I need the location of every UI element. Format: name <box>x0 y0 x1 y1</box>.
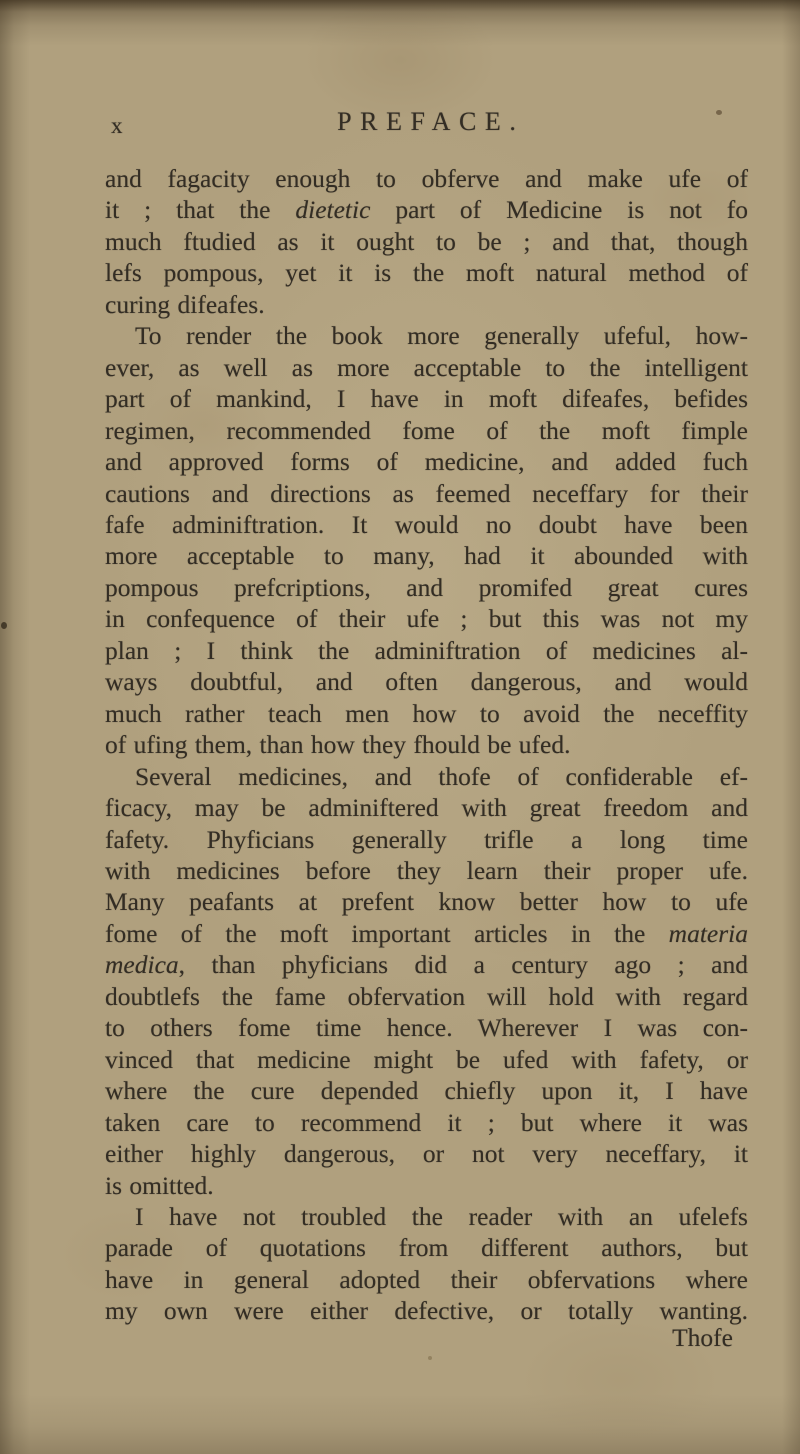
text-line <box>105 949 748 980</box>
text-line <box>105 1264 748 1295</box>
text-segment: is omitted. <box>105 1170 214 1200</box>
text-segment: where the cure depended chiefly upon it, I have <box>105 1076 748 1106</box>
text-line <box>105 635 748 666</box>
text-line <box>105 1044 748 1075</box>
text-segment: much ftudied as it ought to be ; and that, though <box>105 226 748 256</box>
ink-speck <box>1 622 7 629</box>
text-line <box>105 446 748 477</box>
text-line <box>105 792 748 823</box>
text-segment: regimen, recommended fome of the moft fimple <box>105 415 748 445</box>
text-line <box>105 352 748 383</box>
text-line <box>105 729 748 760</box>
text-segment: either highly dangerous, or not very neceffary, it <box>105 1139 748 1169</box>
text-segment: fafety. Phyficians generally trifle a long time <box>105 824 748 854</box>
catchword: Thofe <box>672 1323 733 1352</box>
text-line <box>105 855 748 886</box>
text-line <box>105 163 748 194</box>
text-segment: fafe adminiftration. It would no doubt have been <box>105 509 748 539</box>
text-line <box>105 320 748 351</box>
text-segment: taken care to recommend it ; but where it was <box>105 1107 748 1137</box>
text-segment: ficacy, may be adminiftered with great freedom and <box>105 793 748 823</box>
text-line <box>105 666 748 697</box>
text-segment: , than phyficians did a century ago ; and <box>178 950 748 980</box>
text-segment: and fagacity enough to obferve and make ufe of <box>105 164 748 193</box>
text-segment: it ; that the <box>105 195 296 225</box>
text-segment: my own were either defective, or totally wanting. <box>105 1296 748 1326</box>
text-segment: plan ; I think the adminiftration of medicines al- <box>105 635 748 665</box>
text-line <box>105 918 748 949</box>
page-number: x <box>111 113 124 138</box>
text-segment: lefs pompous, yet it is the moft natural method of <box>105 258 748 288</box>
text-segment: curing difeafes. <box>105 289 265 319</box>
text-line <box>105 383 748 414</box>
text-segment: Several medicines, and thofe of confiderable ef- <box>135 761 748 791</box>
text-segment: much rather teach men how to avoid the neceffity <box>105 698 748 728</box>
text-line <box>105 1075 748 1106</box>
italic-text-segment: medica <box>105 950 179 980</box>
text-segment: of ufing them, than how they fhould be ufed. <box>105 730 571 760</box>
ink-speck <box>428 1356 432 1360</box>
text-segment: vinced that medicine might be ufed with fafety, or <box>105 1044 748 1074</box>
text-segment: have in general adopted their obfervations where <box>105 1264 748 1294</box>
text-segment: ways doubtful, and often dangerous, and would <box>105 667 748 697</box>
text-line <box>105 509 748 540</box>
text-segment: Many peafants at prefent know better how to ufe <box>105 887 748 917</box>
text-segment: with medicines before they learn their proper ufe. <box>105 855 748 885</box>
text-segment: fome of the moft important articles in the <box>105 918 669 948</box>
text-line <box>105 226 748 257</box>
text-segment: to others fome time hence. Wherever I was con- <box>105 1013 748 1043</box>
text-segment: pompous prefcriptions, and promifed great cures <box>105 572 748 602</box>
text-segment: more acceptable to many, had it abounded with <box>105 541 748 571</box>
text-line <box>105 478 748 509</box>
italic-text-segment: dietetic <box>295 195 371 225</box>
text-line <box>105 1170 748 1201</box>
text-line <box>105 257 748 288</box>
text-line <box>105 1232 748 1263</box>
text-segment: parade of quotations from different authors, but <box>105 1233 748 1263</box>
text-segment: cautions and directions as feemed neceffary for their <box>105 478 748 508</box>
text-line <box>105 761 748 792</box>
text-segment: and approved forms of medicine, and added fuch <box>105 447 748 477</box>
text-line <box>105 981 748 1012</box>
italic-text-segment: materia <box>668 918 748 948</box>
text-line <box>105 603 748 634</box>
text-line <box>105 1138 748 1169</box>
page-header-title: PREFACE. <box>337 107 525 136</box>
text-segment: part of mankind, I have in moft difeafes, befides <box>105 384 748 414</box>
text-line <box>105 886 748 917</box>
text-segment: I have not troubled the reader with an ufelefs <box>135 1201 748 1231</box>
text-line <box>105 698 748 729</box>
text-segment: part of Medicine is not fo <box>370 195 748 225</box>
text-segment: To render the book more generally ufeful, how- <box>135 321 748 351</box>
text-line <box>105 415 748 446</box>
text-line <box>105 824 748 855</box>
text-line <box>105 540 748 571</box>
text-segment: ever, as well as more acceptable to the intelligent <box>105 352 748 382</box>
text-segment: in confequence of their ufe ; but this was not my <box>105 604 748 634</box>
text-line <box>105 289 748 320</box>
text-line <box>105 1201 748 1232</box>
text-line <box>105 194 748 225</box>
text-line <box>105 1012 748 1043</box>
text-line <box>105 572 748 603</box>
text-segment: doubtlefs the fame obfervation will hold with regard <box>105 981 748 1011</box>
text-block <box>105 163 748 1327</box>
text-line <box>105 1107 748 1138</box>
